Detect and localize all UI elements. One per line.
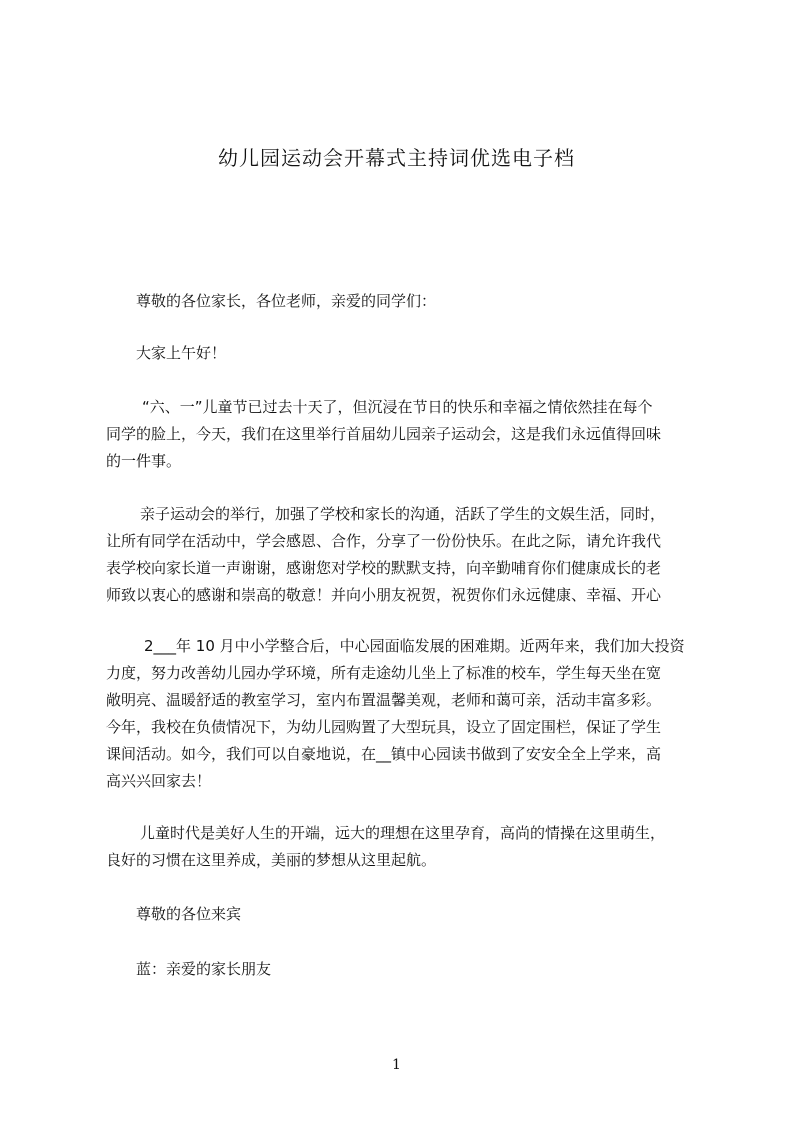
document-title: 幼儿园运动会开幕式主持词优选电子档 <box>218 146 575 170</box>
paragraph-line: 敞明亮、温暖舒适的教室学习，室内布置温馨美观，老师和蔼可亲，活动丰富多彩。 <box>106 691 662 709</box>
paragraph-line: 尊敬的各位家长，各位老师，亲爱的同学们： <box>136 292 437 310</box>
paragraph-line: 2___年 10 月中小学整合后，中心园面临发展的困难期。近两年来，我们加大投资 <box>144 637 685 655</box>
paragraph-line: 儿童时代是美好人生的开端，远大的理想在这里孕育，高尚的情操在这里萌生， <box>140 824 666 842</box>
paragraph-line: 师致以衷心的感谢和崇高的敬意！并向小朋友祝贺，祝贺你们永远健康、幸福、开心 <box>106 586 662 604</box>
paragraph-line: 良好的习惯在这里养成，美丽的梦想从这里起航。 <box>106 851 437 869</box>
paragraph-line: 让所有同学在活动中，学会感恩、合作，分享了一份份快乐。在此之际，请允许我代 <box>106 532 662 550</box>
paragraph-line: “六、一”儿童节已过去十天了，但沉浸在节日的快乐和幸福之情依然挂在每个 <box>142 398 653 416</box>
page-number: 1 <box>392 1057 401 1073</box>
paragraph-childrens-day <box>106 394 661 475</box>
paragraph-line: 高兴兴回家去！ <box>106 772 212 790</box>
paragraph-line: 蓝：亲爱的家长朋友 <box>136 960 272 978</box>
paragraph-line: 大家上午好！ <box>136 344 227 362</box>
paragraph-line: 尊敬的各位来宾 <box>136 905 242 923</box>
paragraph-school-development <box>106 633 685 795</box>
paragraph-guests <box>136 901 241 928</box>
paragraph-greeting <box>136 340 226 367</box>
paragraph-line: 课间活动。如今，我们可以自豪地说，在__镇中心园读书做到了安安全全上学来，高 <box>106 745 662 763</box>
paragraph-line: 亲子运动会的举行，加强了学校和家长的沟通，活跃了学生的文娱生活，同时， <box>140 505 666 523</box>
paragraph-sports-meet <box>106 501 665 609</box>
paragraph-parents <box>136 956 271 983</box>
paragraph-line: 力度，努力改善幼儿园办学环境，所有走途幼儿坐上了标准的校车，学生每天坐在宽 <box>106 664 662 682</box>
paragraph-line: 同学的脸上，今天，我们在这里举行首届幼儿园亲子运动会，这是我们永远值得回味 <box>106 425 662 443</box>
paragraph-line: 今年，我校在负债情况下，为幼儿园购置了大型玩具，设立了固定围栏，保证了学生 <box>106 718 662 736</box>
paragraph-line: 表学校向家长道一声谢谢，感谢您对学校的默默支持，向辛勤哺育你们健康成长的老 <box>106 559 662 577</box>
paragraph-childhood <box>106 820 665 874</box>
paragraph-salutation <box>136 288 436 315</box>
paragraph-line: 的一件事。 <box>106 452 182 470</box>
